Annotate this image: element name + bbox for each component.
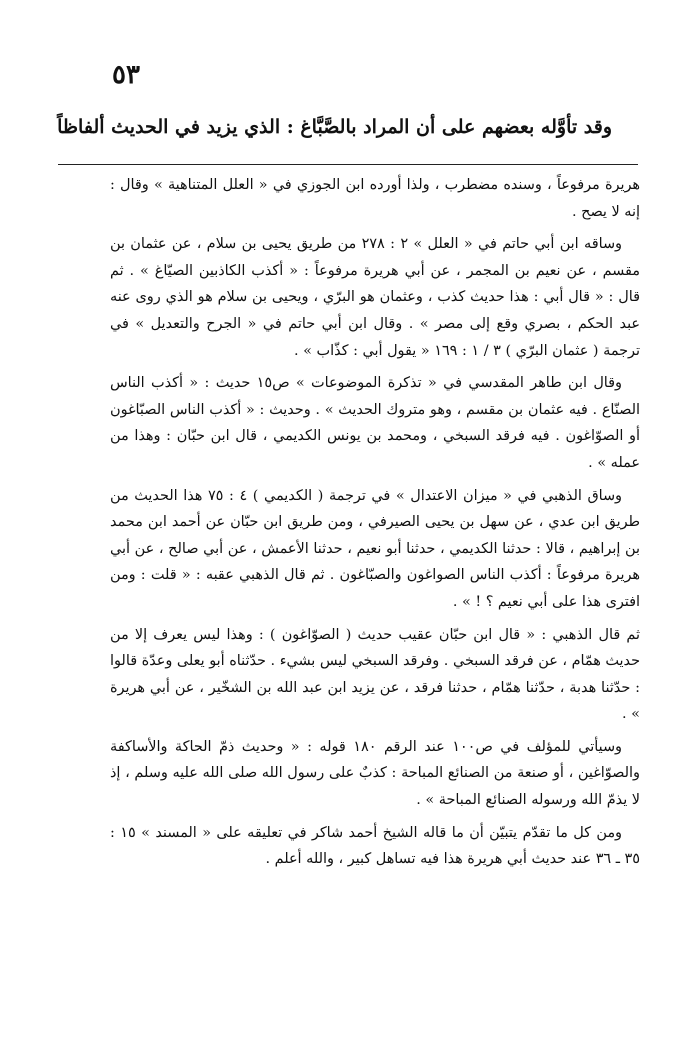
footnote-paragraph: وساقه ابن أبي حاتم في « العلل » ٢ : ٢٧٨ من طريق يحيى بن سلام ، عن عثمان بن مقسم ، عن نعيم بن المجمر ، عن أبي هريرة مرفوعاً : « أكذب الكاذبين الصيّاغ » . ثم قال : « قال أبي : هذا حديث كذب ، وعثمان هو البرّي ، ويحيى بن سلام هو الذي روى عنه عبد الحكم ، بصري وقع إلى مصر » . وقال ابن أبي حاتم في « الجرح والتعديل » في ترجمة ( عثمان البرّي ) ٣ / ١ : ١٦٩ « يقول أبي : كذّاب » .: [110, 236, 640, 359]
main-text-line: وقد تأوَّله بعضهم على أن المراد بالصَّبَّاغ : الذي يزيد في الحديث ألفاظاً: [57, 116, 612, 138]
footnote-paragraph: وسيأتي للمؤلف في ص١٠٠ عند الرقم ١٨٠ قوله : « وحديث ذمّ الحاكة والأساكفة والصوّاغين ، أو صنعة من الصنائع المباحة : كذبٌ على رسول الله صلى الله عليه وسلم ، إذ لا يذمّ الله ورسوله الصنائع المباحة » .: [110, 738, 640, 809]
page-number: ٥٣: [112, 60, 140, 90]
footnote-paragraph: ثم قال الذهبي : « قال ابن حبّان عقيب حديث ( الصوّاغون ) : وهذا ليس يعرف إلا من حديث همّام ، عن فرقد السبخي . وفرقد السبخي ليس بشيء . حدّثناه أبو يعلى وعدّة قالوا : حدّثنا هدبة ، حدّثنا همّام ، حدثنا فرقد ، عن يزيد ابن عبد الله بن الشخّير ، عن أبي هريرة » .: [110, 626, 640, 723]
footnote-paragraph: هريرة مرفوعاً ، وسنده مضطرب ، ولذا أورده ابن الجوزي في « العلل المتناهية » وقال : إنه لا يصح .: [110, 177, 640, 220]
footnote-paragraph: وساق الذهبي في « ميزان الاعتدال » في ترجمة ( الكديمي ) ٤ : ٧٥ هذا الحديث من طريق ابن عدي ، عن سهل بن يحيى الصيرفي ، ومن طريق ابن حبّان عن أحمد ابن محمد بن إبراهيم ، قالا : حدثنا الكديمي ، حدثنا أبو نعيم ، حدثنا الأعمش ، عن أبي صالح ، عن أبي هريرة مرفوعاً : أكذب الناس الصواغون والصبّاغون . ثم قال الذهبي عقبه : « قلت : ومن افترى هذا على أبي نعيم ؟ ! » .: [110, 487, 640, 610]
footnote-paragraph: وقال ابن طاهر المقدسي في « تذكرة الموضوعات » ص١٥ حديث : « أكذب الناس الصنّاع . فيه عثمان بن مقسم ، وهو متروك الحديث » . وحديث : « أكذب الناس الصبّاغون أو الصوّاغون . فيه فرقد السبخي ، ومحمد بن يونس الكديمي ، قال ابن حبّان : وهذا من عمله » .: [110, 375, 640, 471]
footnote-divider: [58, 164, 638, 165]
footnote-paragraph: ومن كل ما تقدّم يتبيّن أن ما قاله الشيخ أحمد شاكر في تعليقه على « المسند » ١٥ : ٣٥ ـ ٣٦ عند حديث أبي هريرة هذا فيه تساهل كبير ، والله أعلم .: [110, 824, 640, 868]
footnotes-block: [110, 172, 640, 879]
